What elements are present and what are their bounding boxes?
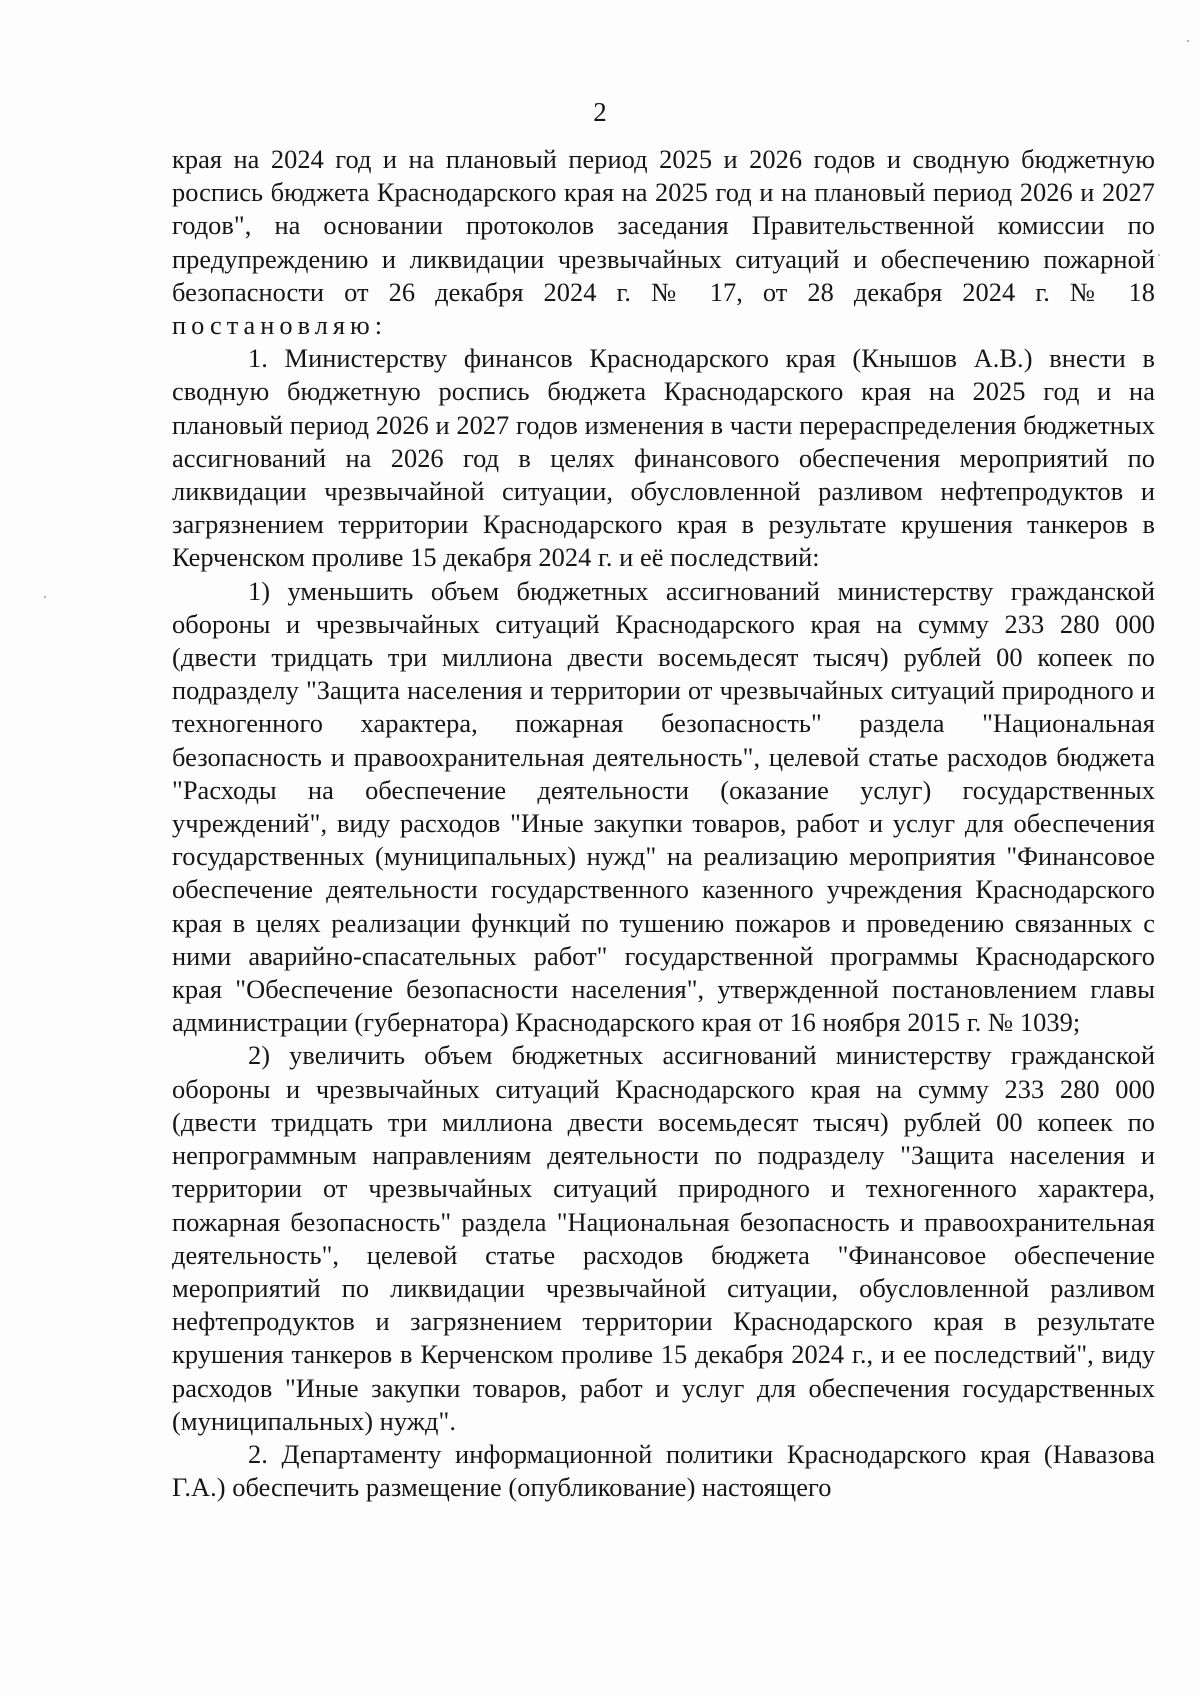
scan-speck	[1158, 254, 1160, 256]
scan-speck	[1187, 40, 1189, 42]
item-2-paragraph: 2. Департаменту информационной политики Краснодарского края (Навазова Г.А.) обеспечить размещение (опубликование) настоящего	[172, 1438, 1155, 1503]
scan-speck	[44, 596, 46, 598]
page-number: 2	[593, 97, 607, 127]
document-body	[172, 143, 1155, 1504]
resolution-word: постановляю:	[172, 310, 388, 341]
intro-paragraph	[172, 143, 1155, 342]
item-1-paragraph: 1. Министерству финансов Краснодарского края (Кнышов А.В.) внести в сводную бюджетную роспись бюджета Краснодарского края на 2025 год и на плановый период 2026 и 2027 годов изменения в части перераспределения бюджетных ассигнований на 2026 год в целях финансового обеспечения мероприятий по ликвидации чрезвычайной ситуации, обусловленной разливом нефтепродуктов и загрязнением территории Краснодарского края в результате крушения танкеров в Керченском проливе 15 декабря 2024 г. и её последствий:	[172, 343, 1155, 573]
item-1-2-paragraph: 2) увеличить объем бюджетных ассигнований министерству гражданской обороны и чрезвычайных ситуаций Краснодарского края на сумму 233 280 000 (двести тридцать три миллиона двести восемьдесят тысяч) рублей 00 копеек по непрограммным направлениям деятельности по подразделу "Защита населения и территории от чрезвычайных ситуаций природного и техногенного характера, пожарная безопасность" раздела "Национальная безопасность и правоохранительная деятельность", целевой статье расходов бюджета "Финансовое обеспечение мероприятий по ликвидации чрезвычайной ситуации, обусловленной разливом нефтепродуктов и загрязнением территории Краснодарского края в результате крушения танкеров в Керченском проливе 15 декабря 2024 г., и ее последствий", виду расходов "Иные закупки товаров, работ и услуг для обеспечения государственных (муниципальных) нужд".	[172, 1040, 1155, 1436]
item-1-1-paragraph: 1) уменьшить объем бюджетных ассигнований министерству гражданской обороны и чрезвычайных ситуаций Краснодарского края на сумму 233 280 000 (двести тридцать три миллиона двести восемьдесят тысяч) рублей 00 копеек по подразделу "Защита населения и территории от чрезвычайных ситуаций природного и техногенного характера, пожарная безопасность" раздела "Национальная безопасность и правоохранительная деятельность", целевой статье расходов бюджета "Расходы на обеспечение деятельности (оказание услуг) государственных учреждений", виду расходов "Иные закупки товаров, работ и услуг для обеспечения государственных (муниципальных) нужд" на реализацию мероприятия "Финансовое обеспечение деятельности государственного казенного учреждения Краснодарского края в целях реализации функций по тушению пожаров и проведению связанных с ними аварийно-спасательных работ" государственной программы Краснодарского края "Обеспечение безопасности населения", утвержденной постановлением главы администрации (губернатора) Краснодарского края от 16 ноября 2015 г. № 1039;	[172, 575, 1155, 1038]
intro-text: края на 2024 год и на плановый период 2025 и 2026 годов и сводную бюджетную роспись бюджета Краснодарского края на 2025 год и на плановый период 2026 и 2027 годов", на основании протоколов заседания Правительственной комиссии по предупреждению и ликвидации чрезвычайных ситуаций и обеспечению пожарной безопасности от 26 декабря 2024 г. № 17, от 28 декабря 2024 г. № 18	[172, 144, 1155, 307]
